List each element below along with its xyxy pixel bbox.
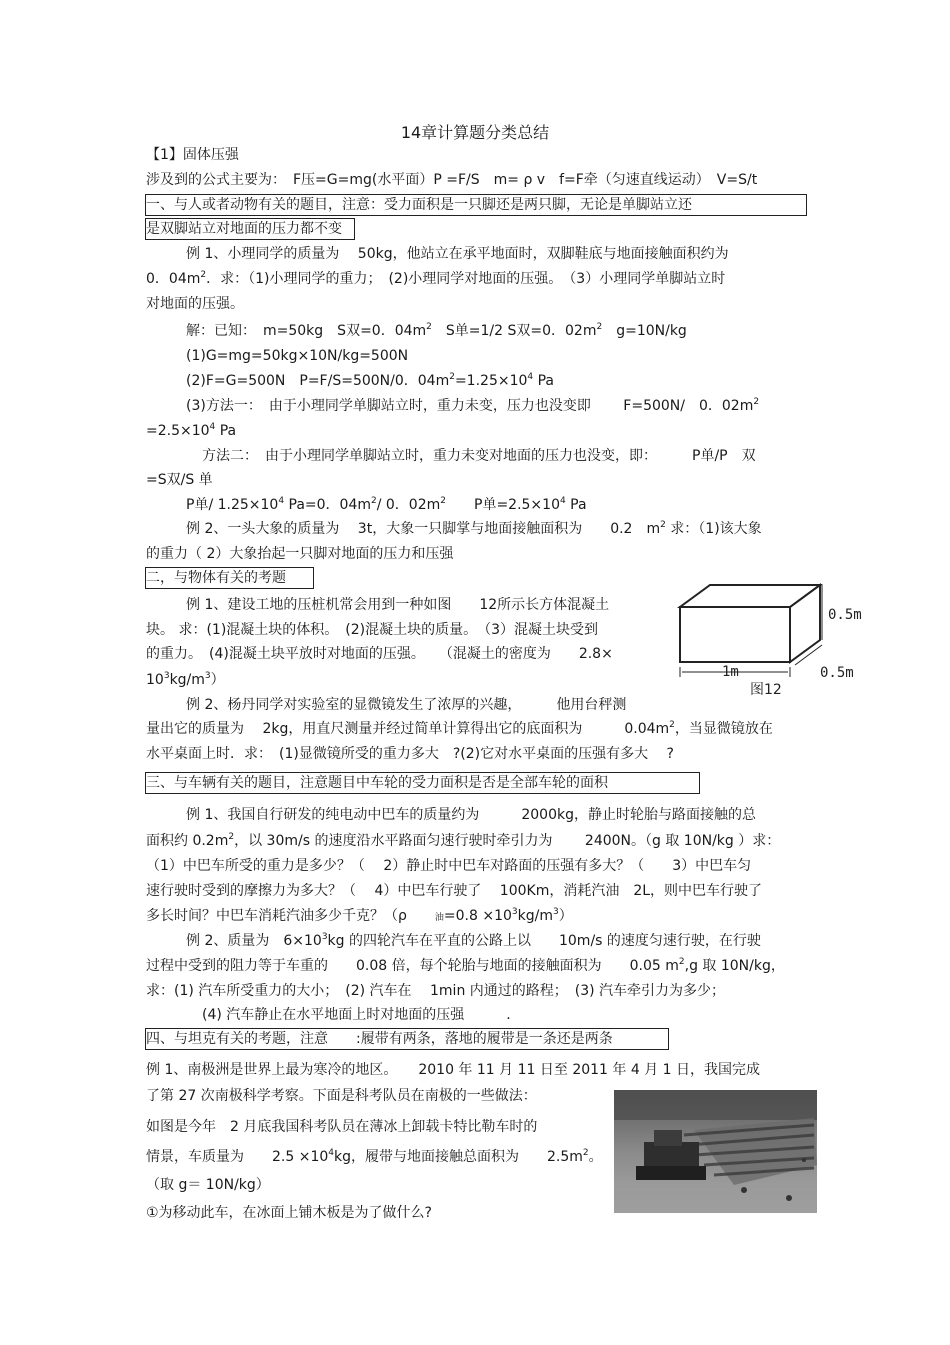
example-text: 例 2、质量为 $6\times 10^3kg$ 的四轮汽车在平直的公路上以 10m/s 的速度匀速行驶，在行驶 bbox=[186, 932, 761, 949]
fig12-length-label: 1m bbox=[722, 664, 739, 680]
example-text: 例 2、一头大象的质量为 3t，大象一只脚掌与地面接触面积为 0.2 $m^2$ 求：（1)该大象 bbox=[186, 520, 762, 537]
figure-12-box-diagram bbox=[670, 577, 865, 702]
example-text: 求：(1) 汽车所受重力的大小； (2) 汽车在 1min 内通过的路程； (3) 汽车牵引力为多少； bbox=[146, 983, 726, 999]
solution-text: (3)方法一： 由于小理同学单脚站立时，重力未变，压力也没变即 F=500N/ 0．$02m^2$ bbox=[186, 397, 760, 414]
heading-2: 二，与物体有关的考题 bbox=[146, 570, 286, 586]
solution-text: 解：已知： m=50kg S双=0．$04m^2$ S单=1/2 S双=0．$02m^2$ g=10N/kg bbox=[186, 322, 687, 339]
example-text: 面积约 $0.2m^2$，以 30m/s 的速度沿水平路面匀速行驶时牵引力为 2400N。（g 取 10N/kg ）求： bbox=[146, 832, 781, 849]
example-text: 水平桌面上时．求： (1)显微镜所受的重力多大 ?(2)它对水平桌面的压强有多大 ? bbox=[146, 746, 674, 762]
fig12-depth-label: 0.5m bbox=[820, 665, 854, 681]
page-title: 14章计算题分类总结 bbox=[400, 123, 550, 142]
example-text: 0．$04m^2$．求：（1)小理同学的重力； (2)小理同学对地面的压强。 （3）小理同学单脚站立时 bbox=[146, 270, 726, 287]
heading-1b: 是双脚站立对地面的压力都不变 bbox=[146, 221, 342, 237]
example-text: 例 2、杨丹同学对实验室的显微镜发生了浓厚的兴趣， 他用台秤测 bbox=[186, 697, 627, 713]
example-text: 例 1、我国自行研发的纯电动中巴车的质量约为 2000kg，静止时轮胎与路面接触的总 bbox=[186, 807, 756, 823]
solution-text: (2)F=G=500N P=F/S=500N/0．$04m^2=1.25\times 10^4$ Pa bbox=[186, 372, 554, 389]
heading-1a: 一、与人或者动物有关的题目，注意：受力面积是一只脚还是两只脚，无论是单脚站立还 bbox=[146, 197, 692, 213]
example-text: 如图是今年 2 月底我国科考队员在薄冰上卸载卡特比勒车时的 bbox=[146, 1119, 538, 1135]
formula-line: 涉及到的公式主要为： F压=G=mg(水平面）P =F/S m= ρ v f=F牵（匀速直线运动） V=S/t bbox=[146, 172, 758, 188]
example-text: 情景，车质量为 $2.5 \times 10^4kg$，履带与地面接触总面积为 $2.5m^2$。 bbox=[146, 1148, 603, 1165]
example-text: ①为移动此车，在冰面上铺木板是为了做什么? bbox=[146, 1205, 432, 1221]
example-text: 多长时间？中巴车消耗汽油多少千克？（ρ 油$=0.8 \times 10^3kg/m^3$） bbox=[146, 907, 573, 924]
example-text: （1）中巴车所受的重力是多少？（ 2）静止时中巴车对路面的压强有多大？（ 3）中巴车匀 bbox=[146, 858, 752, 874]
photo-vehicle-on-ice bbox=[614, 1090, 817, 1213]
example-text: (4) 汽车静止在水平地面上时对地面的压强 . bbox=[202, 1007, 511, 1023]
example-text: 例 1、南极洲是世界上最为寒冷的地区。 2010 年 11 月 11 日至 2011 年 4 月 1 日，我国完成 bbox=[146, 1062, 761, 1078]
example-text: 例 1、建设工地的压桩机常会用到一种如图 12所示长方体混凝土 bbox=[186, 597, 610, 613]
example-text: 例 1、小理同学的质量为 50kg，他站立在承平地面时，双脚鞋底与地面接触面积约为 bbox=[186, 246, 729, 262]
example-text: 块。 求：(1)混凝土块的体积。 (2)混凝土块的质量。 （3）混凝土块受到 bbox=[146, 622, 599, 638]
example-text: （取 g＝ 10N/kg） bbox=[146, 1177, 270, 1193]
example-text: 了第 27 次南极科学考察。下面是科考队员在南极的一些做法： bbox=[146, 1088, 537, 1104]
heading-3: 三、与车辆有关的题目，注意题目中车轮的受力面积是否是全部车轮的面积 bbox=[146, 775, 608, 791]
section-heading: 【1】固体压强 bbox=[146, 147, 239, 163]
solution-text: (1)G=mg=50kg×10N/kg=500N bbox=[186, 348, 409, 364]
solution-text: P单/ $1.25\times 10^4$ Pa=0．$04m^2/$ 0．$02m^2$ P单$=2.5\times 10^4$ Pa bbox=[186, 496, 587, 513]
solution-text: $=2.5\times 10^4$ Pa bbox=[146, 422, 237, 439]
heading-4: 四、与坦克有关的考题，注意 :履带有两条，落地的履带是一条还是两条 bbox=[146, 1031, 613, 1047]
example-text: 过程中受到的阻力等于车重的 0.08 倍，每个轮胎与地面的接触面积为 0.05 $m^2,g$ 取 10N/kg， bbox=[146, 957, 785, 974]
example-text: 量出它的质量为 2kg，用直尺测量并经过简单计算得出它的底面积为 $0.04m^2$，当显微镜放在 bbox=[146, 720, 773, 737]
solution-text: =S双/S 单 bbox=[146, 472, 213, 488]
fig12-caption: 图12 bbox=[750, 682, 782, 698]
example-text: $10^3kg/m^3$） bbox=[146, 671, 225, 688]
fig12-height-label: 0.5m bbox=[828, 607, 862, 623]
example-text: 的重力（ 2）大象抬起一只脚对地面的压力和压强 bbox=[146, 546, 454, 562]
example-text: 的重力。 (4)混凝土块平放时对地面的压强。 （混凝土的密度为 2.8× bbox=[146, 646, 613, 662]
example-text: 对地面的压强。 bbox=[146, 296, 244, 312]
example-text: 速行驶时受到的摩擦力为多大？（ 4）中巴车行驶了 100Km，消耗汽油 2L，则中巴车行驶了 bbox=[146, 883, 763, 899]
solution-text: 方法二： 由于小理同学单脚站立时，重力未变对地面的压力也没变，即： P单/P 双 bbox=[202, 448, 756, 464]
